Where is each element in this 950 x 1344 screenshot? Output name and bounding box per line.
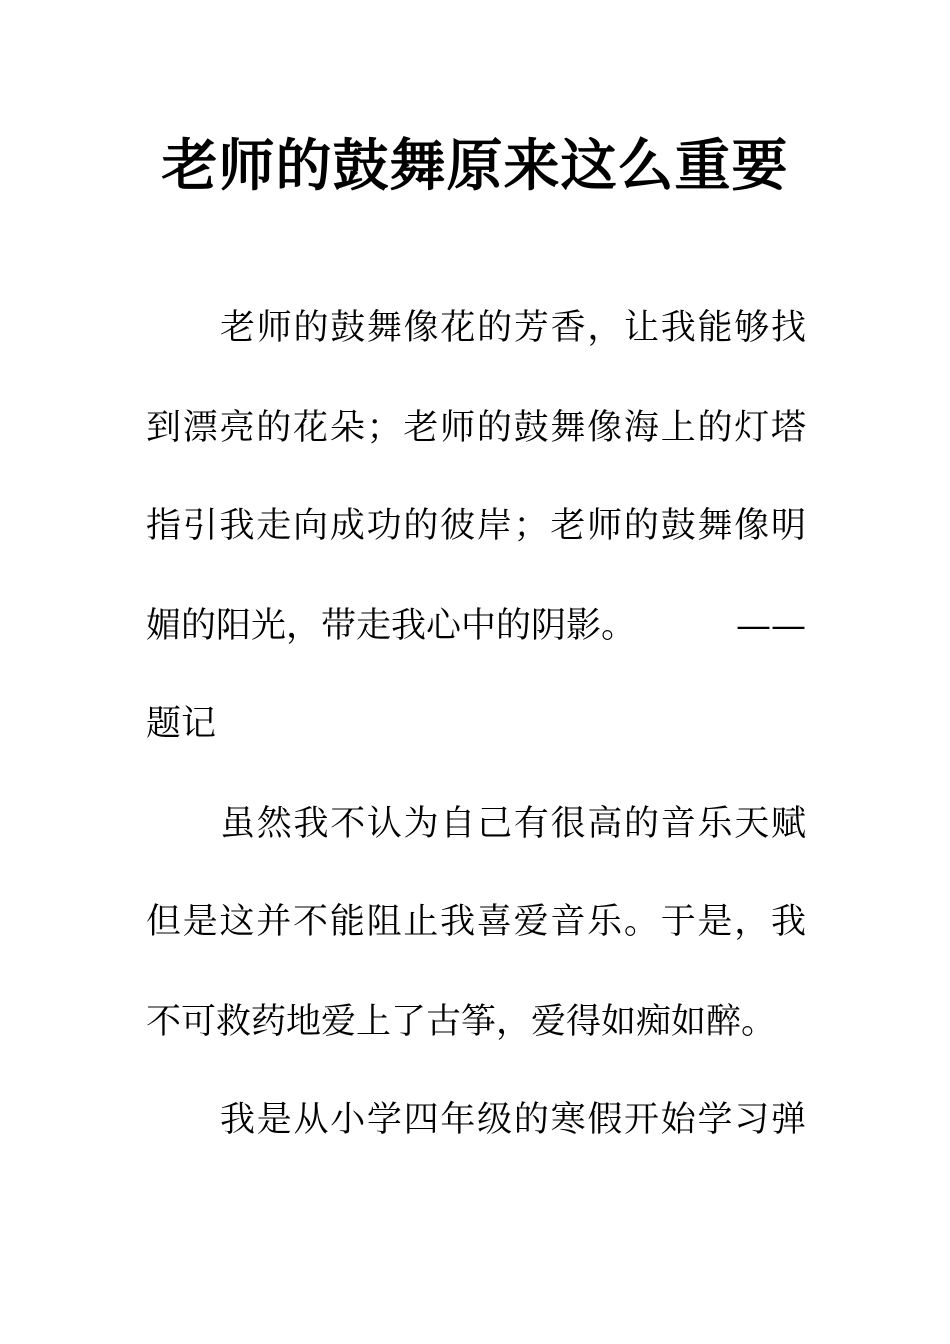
text-line-1: 老师的鼓舞像花的芳香，让我能够找 [220, 308, 806, 348]
text-line-4-main: 媚的阳光，带走我心中的阴影。 [146, 606, 637, 646]
text-line-6: 虽然我不认为自己有很高的音乐天赋 [220, 804, 806, 844]
text-line-7: 但是这并不能阻止我喜爱音乐。于是，我 [146, 902, 806, 942]
text-line-5: 题记 [146, 704, 217, 744]
text-line-2: 到漂亮的花朵；老师的鼓舞像海上的灯塔 [146, 408, 806, 448]
text-line-3: 指引我走向成功的彼岸；老师的鼓舞像明 [146, 506, 806, 546]
document-title: 老师的鼓舞原来这么重要 [161, 133, 789, 199]
text-line-8: 不可救药地爱上了古筝，爱得如痴如醉。 [146, 1002, 777, 1042]
text-line-4 [146, 603, 806, 649]
text-line-9: 我是从小学四年级的寒假开始学习弹 [220, 1100, 806, 1140]
text-line-4-dash: —— [736, 606, 806, 646]
